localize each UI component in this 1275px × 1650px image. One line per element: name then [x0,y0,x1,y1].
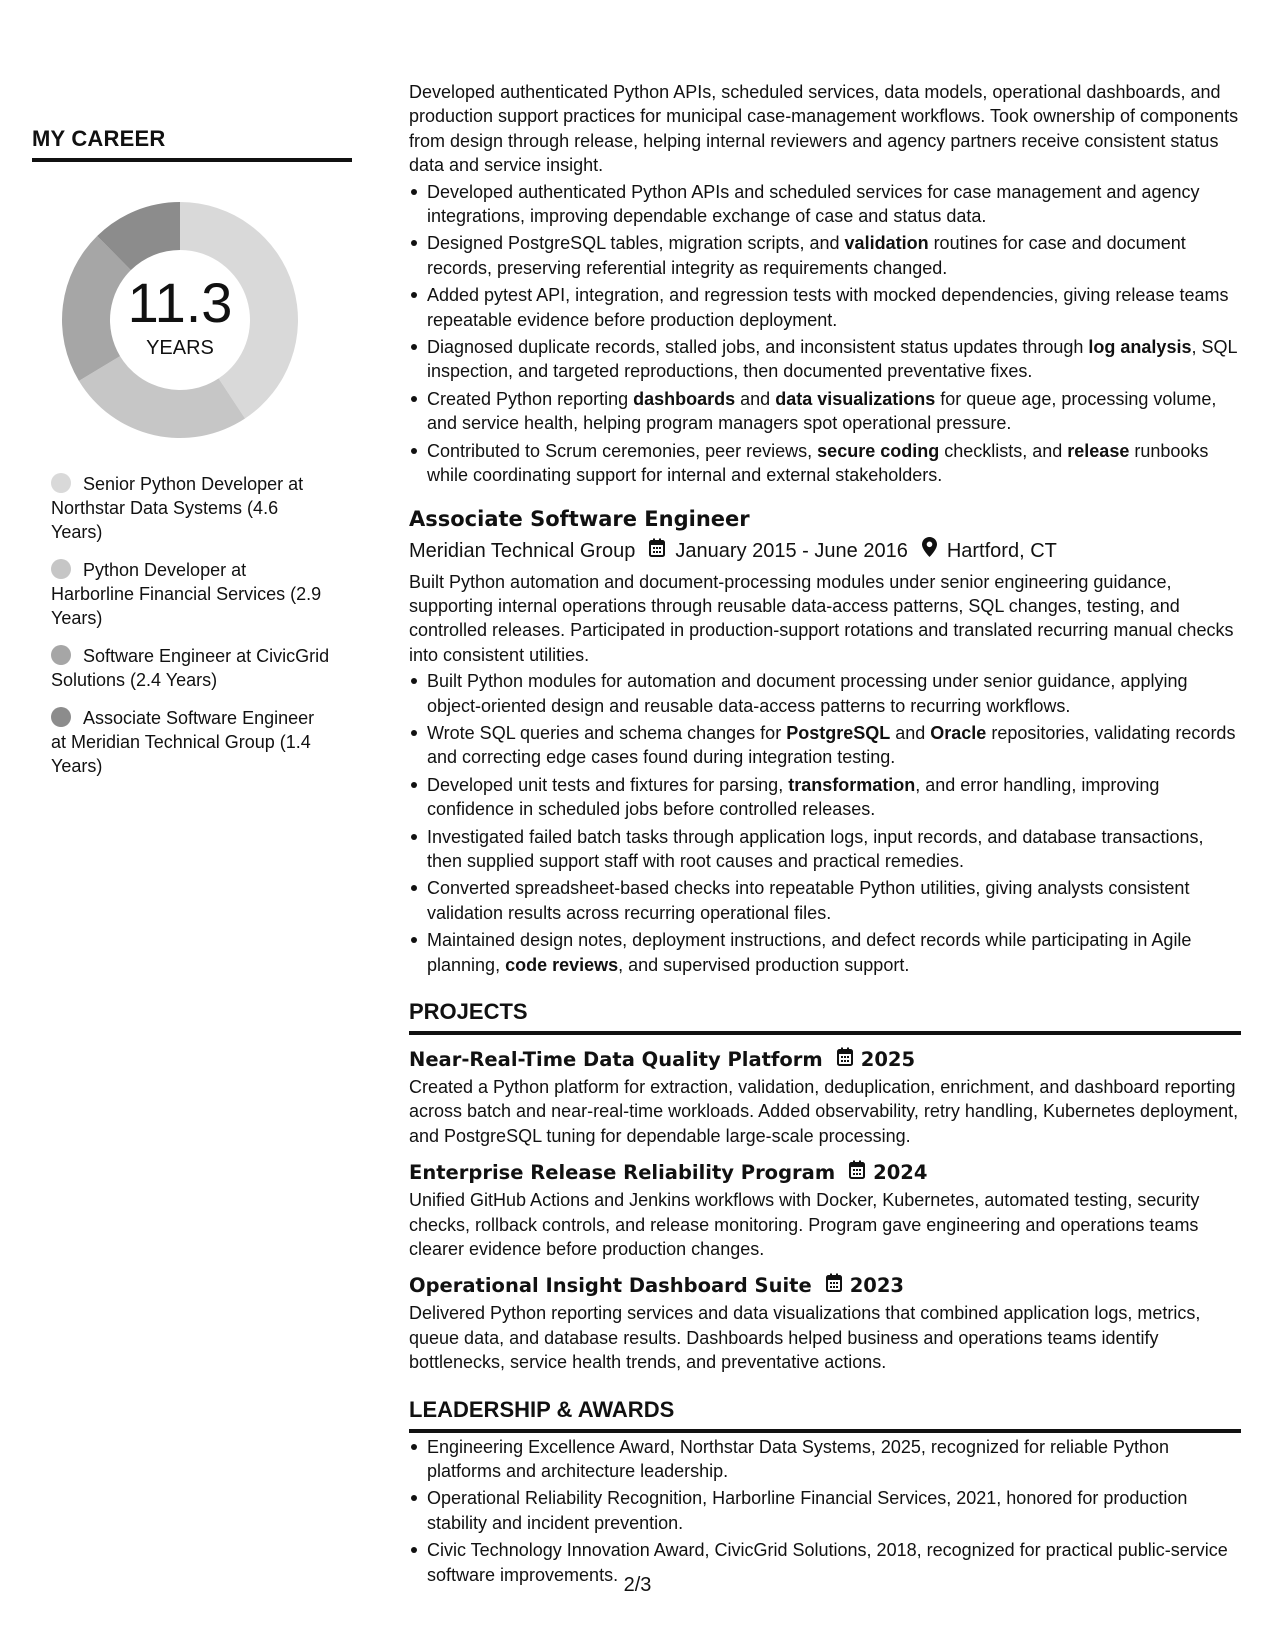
job-summary: Built Python automation and document-processing modules under senior engineering guidance, supporting internal operations through reusable data-access patterns, SQL changes, testing, and controlled releases. Participated in production-support rotations and translated recurring manual checks into consistent utilities. [409,571,1234,665]
legend-swatch [51,707,71,727]
company-name: Meridian Technical Group [409,539,636,562]
legend-item [51,472,331,544]
job-bullets [409,180,1241,488]
project-header [409,1045,1241,1075]
project-title: Operational Insight Dashboard Suite [409,1274,812,1298]
job-location: Hartford, CT [946,539,1057,562]
job-meta [409,536,1241,566]
legend-item [51,706,331,778]
project-header [409,1158,1241,1188]
legend-label: Software Engineer at CivicGrid Solutions (2.4 Years) [51,646,330,690]
legend-swatch [51,645,71,665]
legend-label: Senior Python Developer at Northstar Data Systems (4.6 Years) [51,474,304,542]
career-donut-chart [56,196,304,444]
career-legend [51,472,331,778]
total-years-value: 11.3 [127,270,233,334]
job-bullet: Built Python modules for automation and document processing under senior guidance, applying object-oriented design and reusable data-access patterns to recurring workflows. [409,669,1241,718]
calendar-icon [649,536,665,566]
project-item [409,1158,1241,1261]
map-pin-icon [922,536,937,566]
page-number: 2/3 [623,1574,652,1596]
award-item: Engineering Excellence Award, Northstar Data Systems, 2025, recognized for reliable Python platforms and architecture leadership. [409,1435,1241,1484]
project-item [409,1045,1241,1148]
awards-heading: LEADERSHIP & AWARDS [409,1395,1241,1433]
award-item: Civic Technology Innovation Award, CivicGrid Solutions, 2018, recognized for practical public-service software improvements. [409,1538,1241,1587]
project-description: Unified GitHub Actions and Jenkins workflows with Docker, Kubernetes, automated testing, security checks, rollback controls, and release monitoring. Program gave engineering and operations teams clearer evidence before production changes. [409,1190,1200,1260]
project-description: Delivered Python reporting services and data visualizations that combined application logs, metrics, queue data, and database results. Dashboards helped business and operations teams identify bottlenecks, service health trends, and preventative actions. [409,1303,1201,1373]
legend-label: Associate Software Engineer at Meridian Technical Group (1.4 Years) [51,708,315,776]
awards-list [409,1435,1241,1587]
calendar-icon [826,1271,842,1301]
job-bullet: Created Python reporting dashboards and data visualizations for queue age, processing volume, and service health, helping program managers spot operational pressure. [409,387,1241,436]
job-dates: January 2015 - June 2016 [675,539,908,562]
legend-label: Python Developer at Harborline Financial Services (2.9 Years) [51,560,322,628]
calendar-icon [849,1158,865,1188]
job-bullets [409,669,1241,977]
project-year: 2023 [849,1274,904,1298]
job-bullet: Maintained design notes, deployment instructions, and defect records while participating in Agile planning, code reviews, and supervised production support. [409,928,1241,977]
career-heading: MY CAREER [32,126,352,162]
total-years-label: YEARS [146,336,214,359]
job-bullet: Developed authenticated Python APIs and scheduled services for case management and agency integrations, improving dependable exchange of case and status data. [409,180,1241,229]
job-bullet: Converted spreadsheet-based checks into repeatable Python utilities, giving analysts consistent validation results across recurring operational files. [409,876,1241,925]
job-bullet: Designed PostgreSQL tables, migration scripts, and validation routines for case and document records, preserving referential integrity as requirements changed. [409,231,1241,280]
legend-item [51,558,331,630]
legend-swatch [51,473,71,493]
project-description: Created a Python platform for extraction, validation, deduplication, enrichment, and dashboard reporting across batch and near-real-time workloads. Added observability, retry handling, Kubernetes deployment, and PostgreSQL tuning for dependable large-scale processing. [409,1077,1239,1146]
job-summary: Developed authenticated Python APIs, scheduled services, data models, operational dashboards, and production support practices for municipal case-management workflows. Took ownership of components from design through release, helping internal reviewers and agency partners receive consistent status data and service insight. [409,82,1239,176]
job-bullet: Wrote SQL queries and schema changes for PostgreSQL and Oracle repositories, validating records and correcting edge cases found during integration testing. [409,721,1241,770]
projects-list [409,1045,1241,1375]
career-sidebar [32,126,352,792]
legend-swatch [51,559,71,579]
job-bullet: Diagnosed duplicate records, stalled jobs, and inconsistent status updates through log analysis, SQL inspection, and targeted reproductions, then documented preventative fixes. [409,335,1241,384]
donut-center [56,196,304,444]
project-year: 2025 [860,1048,916,1071]
resume-main [409,80,1241,1590]
project-header [409,1271,1241,1301]
job-bullet: Developed unit tests and fixtures for parsing, transformation, and error handling, improving confidence in scheduled jobs before controlled releases. [409,773,1241,822]
project-item [409,1271,1241,1374]
job-bullet: Contributed to Scrum ceremonies, peer reviews, secure coding checklists, and release runbooks while coordinating support for internal and external stakeholders. [409,439,1241,488]
award-item: Operational Reliability Recognition, Harborline Financial Services, 2021, honored for production stability and incident prevention. [409,1486,1241,1535]
legend-item [51,644,331,692]
calendar-icon [837,1045,853,1075]
projects-heading: PROJECTS [409,997,1241,1035]
project-year: 2024 [873,1161,928,1185]
project-title: Near-Real-Time Data Quality Platform [409,1048,823,1071]
job-bullet: Investigated failed batch tasks through application logs, input records, and database transactions, then supplied support staff with root causes and practical remedies. [409,825,1241,874]
job-bullet: Added pytest API, integration, and regression tests with mocked dependencies, giving release teams repeatable evidence before production deployment. [409,283,1241,332]
job-title: Associate Software Engineer [409,506,750,531]
project-title: Enterprise Release Reliability Program [409,1161,836,1185]
